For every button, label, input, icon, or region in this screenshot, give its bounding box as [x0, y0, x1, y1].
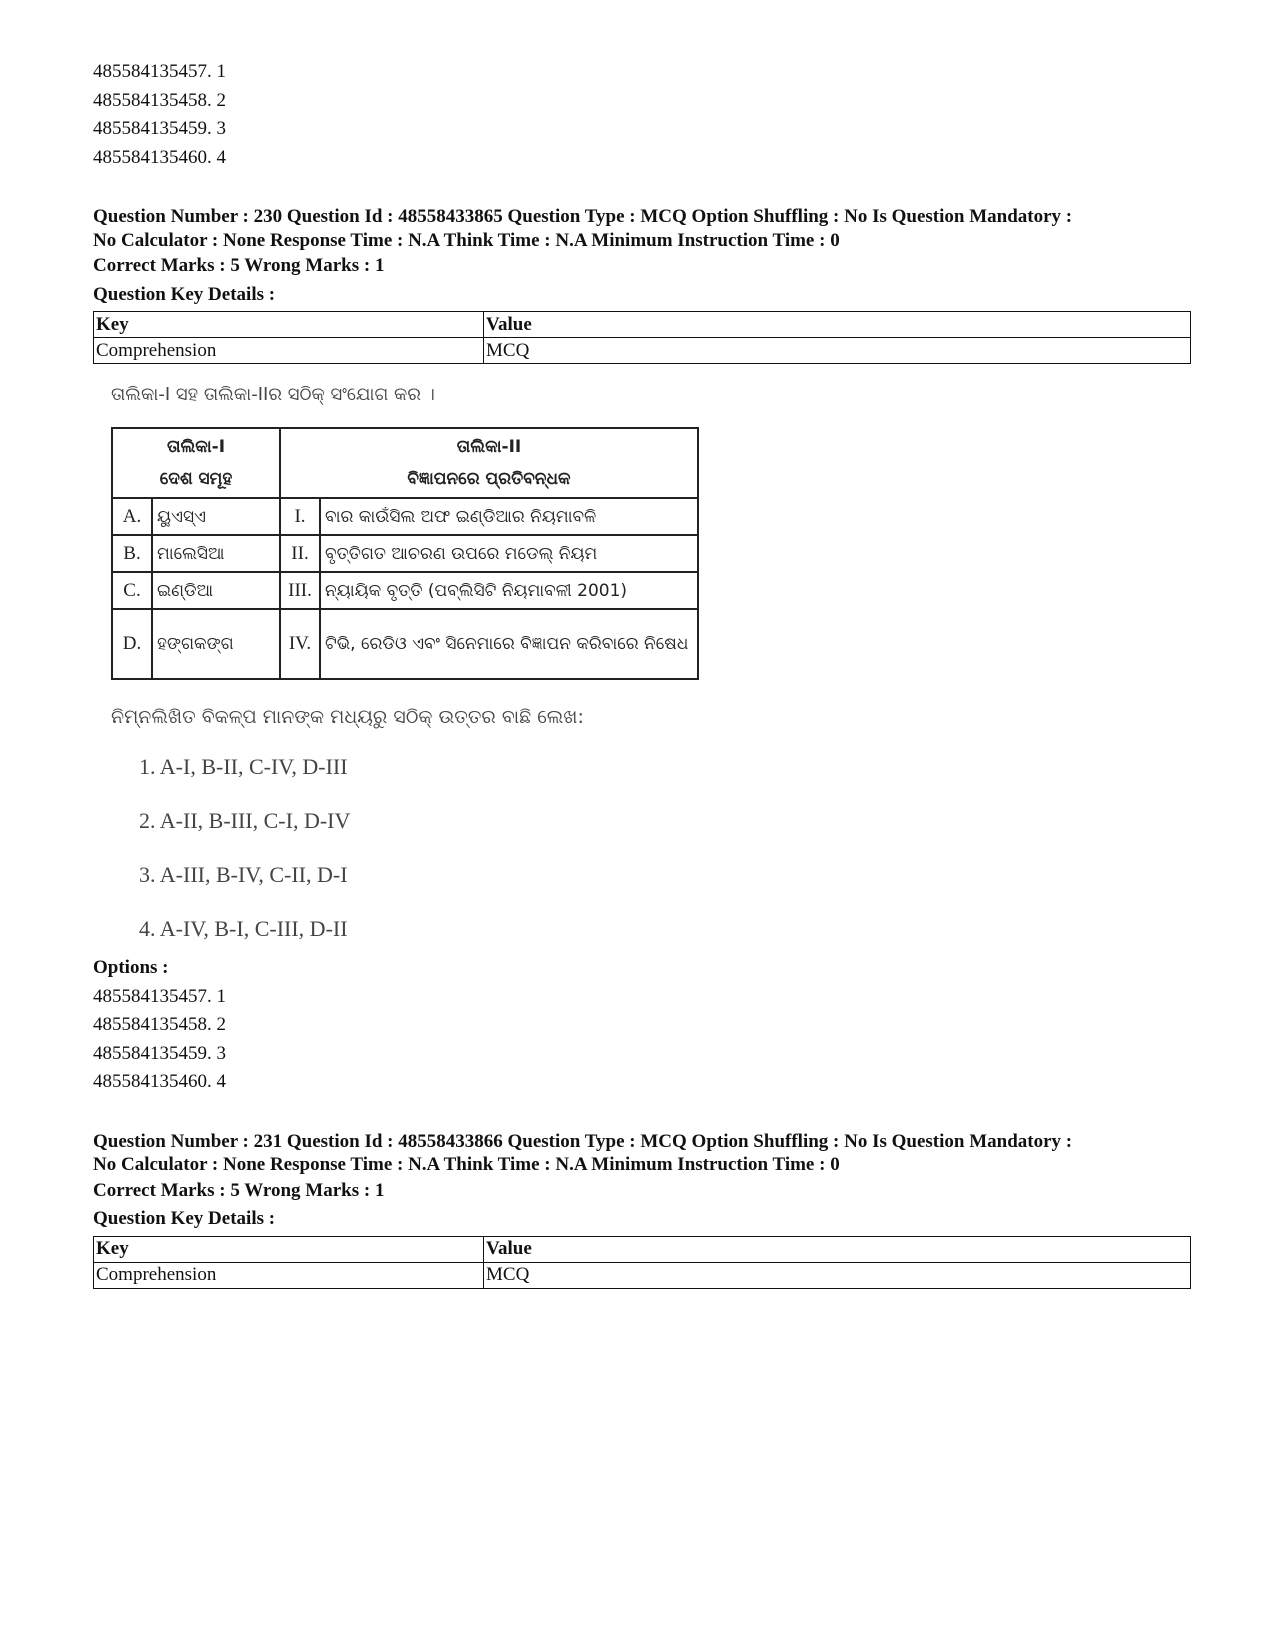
- row-right: ବାର କାଉଁସିଲ ଅଫ ଇଣ୍ଡିଆର ନିୟମାବଳି: [320, 498, 698, 535]
- match-row: [112, 498, 698, 535]
- key-details-label: Question Key Details :: [93, 283, 276, 305]
- key-cell: Comprehension: [94, 1262, 484, 1288]
- row-right: ଟିଭି, ରେଡିଓ ଏବଂ ସିନେମାରେ ବିଜ୍ଞାପନ କରିବାରେ ନିଷେଧ: [320, 609, 698, 679]
- list1-subtitle: ଦେଶ ସମୂହ: [159, 469, 233, 489]
- document-page: [93, 58, 1193, 1289]
- list2-subtitle: ବିଜ୍ଞାପନରେ ପ୍ରତିବନ୍ଧକ: [407, 469, 571, 489]
- match-row: [112, 609, 698, 679]
- match-row: [112, 535, 698, 572]
- value-cell: MCQ: [484, 338, 1191, 364]
- row-left: ଇଣ୍ଡିଆ: [152, 572, 280, 609]
- row-roman: II.: [280, 535, 320, 572]
- row-roman: IV.: [280, 609, 320, 679]
- question-meta-line1: Question Number : 231 Question Id : 48558433866 Question Type : MCQ Option Shuffling : No Is Question Mandatory :: [93, 1130, 1073, 1152]
- row-right: ନ୍ୟାୟିକ ବୃତ୍ତି (ପବ୍ଲିସିଟି ନିୟମାବଳୀ 2001): [320, 572, 698, 609]
- answer-choice: 2. A-II, B-III, C-I, D-IV: [139, 808, 351, 833]
- options-label: Options :: [93, 957, 169, 978]
- row-roman: I.: [280, 498, 320, 535]
- list2-header: [280, 428, 698, 498]
- row-left: ହଙ୍ଗକଙ୍ଗ: [152, 609, 280, 679]
- list1-header: [112, 428, 280, 498]
- answer-choice: 3. A-III, B-IV, C-II, D-I: [139, 862, 348, 887]
- option-line: 485584135457. 1: [93, 61, 226, 82]
- key-header: Key: [94, 1236, 484, 1262]
- value-cell: MCQ: [484, 1262, 1191, 1288]
- key-header: Key: [94, 312, 484, 338]
- answer-choice: 1. A-I, B-II, C-IV, D-III: [139, 754, 348, 779]
- key-details-label: Question Key Details :: [93, 1208, 276, 1229]
- key-details-table: [93, 311, 1191, 364]
- marks-line: Correct Marks : 5 Wrong Marks : 1: [93, 255, 385, 276]
- answer-choice: 4. A-IV, B-I, C-III, D-II: [139, 916, 348, 941]
- question-230-block: [93, 205, 1193, 1097]
- option-line: 485584135459. 3: [93, 1042, 226, 1064]
- answer-choices: [139, 752, 1193, 968]
- question-meta-line2: No Calculator : None Response Time : N.A Think Time : N.A Minimum Instruction Time : 0: [93, 1154, 840, 1175]
- row-left: ୟୁଏସ୍ଏ: [152, 498, 280, 535]
- question-body: [93, 384, 1193, 968]
- row-roman: III.: [280, 572, 320, 609]
- question-meta-line1: Question Number : 230 Question Id : 48558433865 Question Type : MCQ Option Shuffling : No Is Question Mandatory :: [93, 206, 1073, 227]
- question-meta-line2: No Calculator : None Response Time : N.A Think Time : N.A Minimum Instruction Time : 0: [93, 229, 840, 251]
- list1-title: ତାଲିକା-I: [166, 437, 226, 457]
- question-instruction: ତାଲିକା-I ସହ ତାଲିକା-IIର ସଠିକ୍ ସଂଯୋଗ କର ।: [111, 384, 435, 405]
- row-letter: C.: [112, 572, 152, 609]
- key-cell: Comprehension: [94, 338, 484, 364]
- row-right: ବୃତ୍ତିଗତ ଆଚରଣ ଉପରେ ମଡେଲ୍ ନିୟମ: [320, 535, 698, 572]
- choose-instruction: ନିମ୍ନଲିଖିତ ବିକଳ୍ପ ମାନଙ୍କ ମଧ୍ୟରୁ ସଠିକ୍ ଉତ୍ତର ବାଛି ଲେଖ:: [111, 706, 584, 728]
- row-left: ମାଲେସିଆ: [152, 535, 280, 572]
- top-options-list: [93, 58, 1193, 172]
- option-line: 485584135459. 3: [93, 118, 226, 139]
- option-line: 485584135457. 1: [93, 985, 226, 1007]
- marks-line: Correct Marks : 5 Wrong Marks : 1: [93, 1179, 385, 1201]
- value-header: Value: [484, 1236, 1191, 1262]
- row-letter: B.: [112, 535, 152, 572]
- list2-title: ତାଲିକା-II: [456, 437, 522, 457]
- option-line: 485584135460. 4: [93, 1071, 226, 1092]
- option-line: 485584135458. 2: [93, 1014, 226, 1035]
- option-line: 485584135460. 4: [93, 146, 226, 168]
- row-letter: D.: [112, 609, 152, 679]
- row-letter: A.: [112, 498, 152, 535]
- value-header: Value: [484, 312, 1191, 338]
- option-line: 485584135458. 2: [93, 89, 226, 111]
- match-table: [111, 427, 699, 680]
- key-details-table: [93, 1236, 1191, 1289]
- question-231-block: [93, 1130, 1193, 1289]
- match-row: [112, 572, 698, 609]
